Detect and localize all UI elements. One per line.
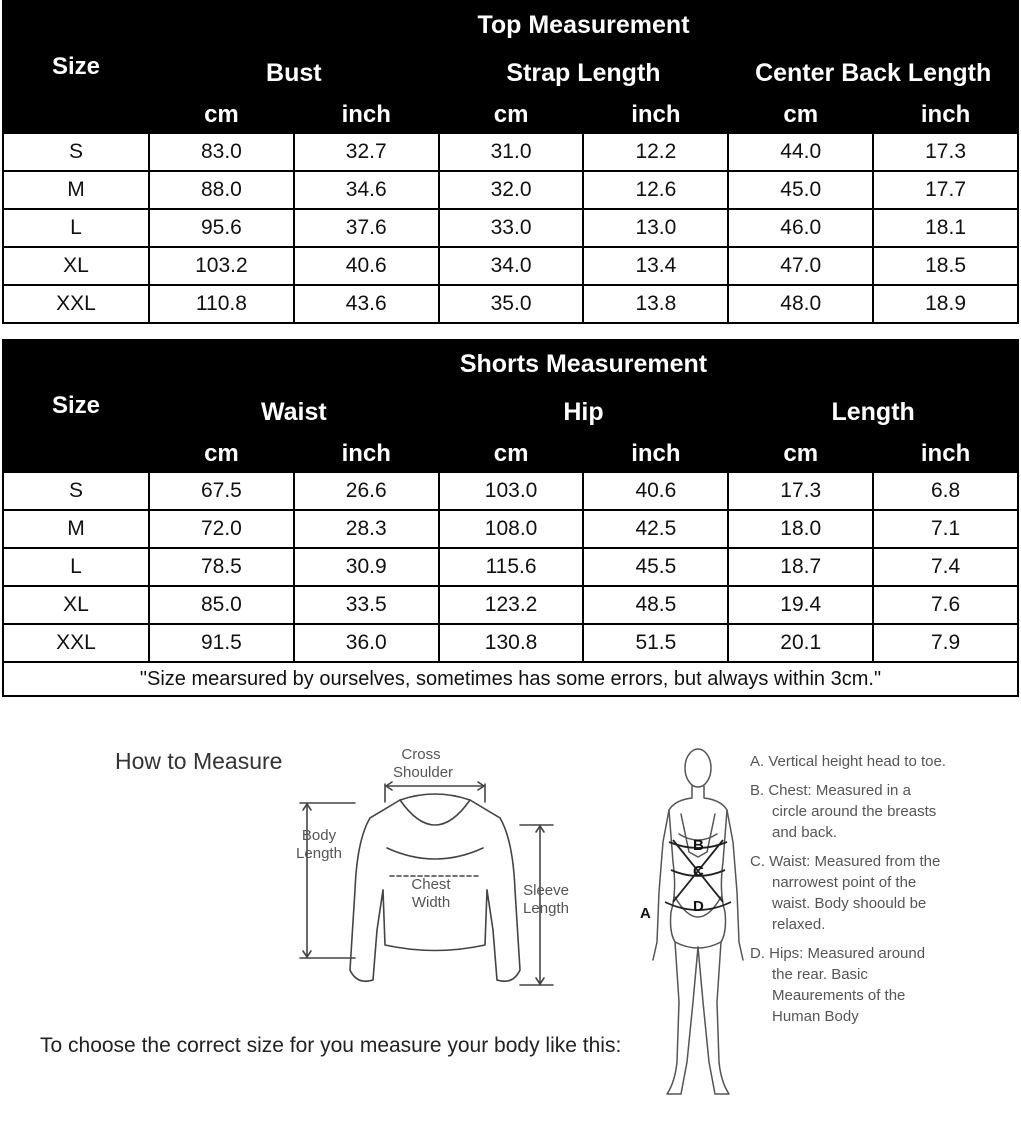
value-cell: 88.0 (149, 171, 294, 209)
value-cell: 123.2 (439, 586, 584, 624)
value-cell: 20.1 (728, 624, 873, 662)
measure-instruction: To choose the correct size for you measure your body like this: (40, 1034, 622, 1057)
value-cell: 51.5 (583, 624, 728, 662)
unit-header: inch (583, 436, 728, 472)
top-measurement-table (2, 0, 1019, 324)
table-title: Top Measurement (149, 1, 1018, 49)
value-cell: 6.8 (873, 472, 1018, 510)
unit-header: inch (873, 97, 1018, 133)
value-cell: 83.0 (149, 133, 294, 171)
value-cell: 17.3 (728, 472, 873, 510)
table-row (3, 472, 1018, 510)
unit-header: cm (149, 97, 294, 133)
value-cell: 12.2 (583, 133, 728, 171)
value-cell: 35.0 (439, 285, 584, 323)
value-cell: 103.0 (439, 472, 584, 510)
marker-b: B (693, 837, 704, 854)
unit-header: cm (728, 436, 873, 472)
value-cell: 115.6 (439, 548, 584, 586)
size-cell: XXL (3, 285, 149, 323)
value-cell: 67.5 (149, 472, 294, 510)
value-cell: 7.9 (873, 624, 1018, 662)
size-cell: L (3, 548, 149, 586)
value-cell: 28.3 (294, 510, 439, 548)
value-cell: 17.3 (873, 133, 1018, 171)
value-cell: 7.1 (873, 510, 1018, 548)
value-cell: 108.0 (439, 510, 584, 548)
table-row (3, 171, 1018, 209)
value-cell: 72.0 (149, 510, 294, 548)
value-cell: 34.6 (294, 171, 439, 209)
value-cell: 48.5 (583, 586, 728, 624)
unit-header: inch (294, 436, 439, 472)
value-cell: 36.0 (294, 624, 439, 662)
size-cell: M (3, 510, 149, 548)
size-cell: M (3, 171, 149, 209)
size-cell: S (3, 472, 149, 510)
unit-header: cm (439, 97, 584, 133)
value-cell: 40.6 (583, 472, 728, 510)
table-row (3, 510, 1018, 548)
value-cell: 47.0 (728, 247, 873, 285)
value-cell: 17.7 (873, 171, 1018, 209)
unit-header: cm (149, 436, 294, 472)
group-header: Bust (149, 49, 439, 97)
legend-item-b: B. Chest: Measured in a circle around the breasts and back. (750, 782, 937, 841)
value-cell: 46.0 (728, 209, 873, 247)
marker-d: D (693, 898, 704, 915)
value-cell: 13.4 (583, 247, 728, 285)
legend-item-a: A. Vertical height head to toe. (750, 753, 946, 770)
value-cell: 26.6 (294, 472, 439, 510)
value-cell: 45.0 (728, 171, 873, 209)
value-cell: 45.5 (583, 548, 728, 586)
table-row (3, 247, 1018, 285)
value-cell: 43.6 (294, 285, 439, 323)
value-cell: 12.6 (583, 171, 728, 209)
value-cell: 110.8 (149, 285, 294, 323)
value-cell: 13.0 (583, 209, 728, 247)
marker-c: C (693, 863, 704, 880)
table-row (3, 586, 1018, 624)
size-header: Size (3, 340, 149, 472)
group-header: Waist (149, 388, 439, 436)
unit-header: inch (294, 97, 439, 133)
value-cell: 31.0 (439, 133, 584, 171)
value-cell: 78.5 (149, 548, 294, 586)
unit-header: inch (583, 97, 728, 133)
unit-header: inch (873, 436, 1018, 472)
table-row (3, 133, 1018, 171)
value-cell: 34.0 (439, 247, 584, 285)
measurement-legend (750, 751, 950, 1035)
group-header: Center Back Length (728, 49, 1018, 97)
sleeve-length-label: Sleeve Length (523, 882, 569, 917)
value-cell: 18.1 (873, 209, 1018, 247)
value-cell: 32.0 (439, 171, 584, 209)
unit-header: cm (728, 97, 873, 133)
value-cell: 13.8 (583, 285, 728, 323)
marker-a: A (640, 905, 651, 922)
size-cell: XXL (3, 624, 149, 662)
value-cell: 33.0 (439, 209, 584, 247)
value-cell: 44.0 (728, 133, 873, 171)
size-header: Size (3, 1, 149, 133)
value-cell: 30.9 (294, 548, 439, 586)
body-length-label: Body Length (296, 827, 342, 862)
group-header: Hip (439, 388, 729, 436)
value-cell: 7.4 (873, 548, 1018, 586)
value-cell: 130.8 (439, 624, 584, 662)
chest-width-label: Chest Width (411, 876, 451, 911)
value-cell: 18.5 (873, 247, 1018, 285)
value-cell: 42.5 (583, 510, 728, 548)
size-cell: L (3, 209, 149, 247)
value-cell: 19.4 (728, 586, 873, 624)
measurement-note: "Size mearsured by ourselves, sometimes has some errors, but always within 3cm." (3, 662, 1018, 696)
group-header: Length (728, 388, 1018, 436)
table-row (3, 209, 1018, 247)
value-cell: 103.2 (149, 247, 294, 285)
value-cell: 32.7 (294, 133, 439, 171)
value-cell: 7.6 (873, 586, 1018, 624)
legend-item-d: D. Hips: Measured around the rear. Basic Meaurements of the Human Body (750, 945, 926, 1025)
table-row (3, 285, 1018, 323)
size-cell: XL (3, 586, 149, 624)
legend-item-c: C. Waist: Measured from the narrowest point of the waist. Body shoould be relaxed. (750, 853, 941, 933)
value-cell: 18.0 (728, 510, 873, 548)
shorts-measurement-table (2, 339, 1019, 697)
size-cell: S (3, 133, 149, 171)
value-cell: 18.7 (728, 548, 873, 586)
group-header: Strap Length (439, 49, 729, 97)
body-figure (635, 742, 745, 1102)
value-cell: 48.0 (728, 285, 873, 323)
value-cell: 40.6 (294, 247, 439, 285)
value-cell: 85.0 (149, 586, 294, 624)
table-row (3, 624, 1018, 662)
value-cell: 91.5 (149, 624, 294, 662)
table-row (3, 548, 1018, 586)
value-cell: 18.9 (873, 285, 1018, 323)
table-title: Shorts Measurement (149, 340, 1018, 388)
unit-header: cm (439, 436, 584, 472)
cross-shoulder-label: Cross Shoulder (393, 746, 454, 781)
size-cell: XL (3, 247, 149, 285)
value-cell: 37.6 (294, 209, 439, 247)
value-cell: 95.6 (149, 209, 294, 247)
how-to-measure-title: How to Measure (115, 748, 283, 774)
value-cell: 33.5 (294, 586, 439, 624)
